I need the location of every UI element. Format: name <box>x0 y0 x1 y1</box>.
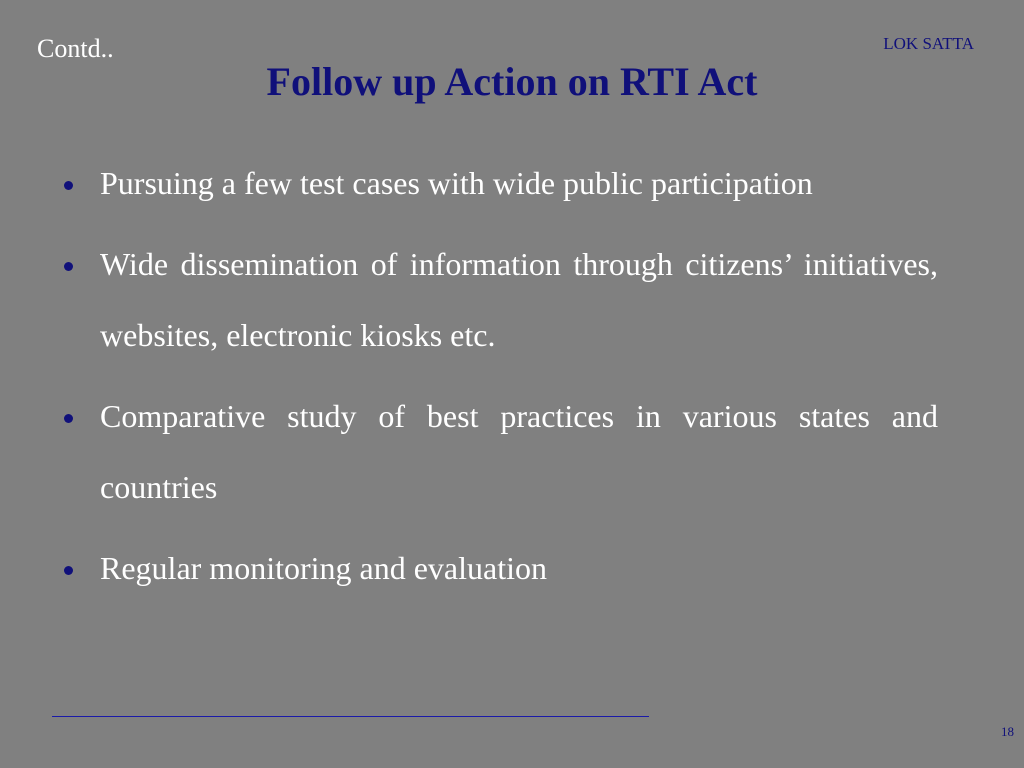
bullet-text: Wide dissemination of information through citizens’ initiatives, websites, electronic kiosks etc. <box>100 246 938 353</box>
bullet-item <box>58 381 938 523</box>
bullet-dot-icon <box>64 181 73 190</box>
page-number: 18 <box>1001 724 1014 739</box>
footer-rule <box>52 716 649 717</box>
bullet-item <box>58 148 938 219</box>
slide-title: Follow up Action on RTI Act <box>266 59 758 104</box>
bullet-item <box>58 229 938 371</box>
bullet-text: Comparative study of best practices in various states and countries <box>100 398 938 505</box>
bullet-text: Pursuing a few test cases with wide public participation <box>100 165 813 201</box>
bullet-item <box>58 533 938 604</box>
bullet-dot-icon <box>64 262 73 271</box>
brand-label: LOK SATTA <box>883 34 974 53</box>
bullet-text: Regular monitoring and evaluation <box>100 550 547 586</box>
contd-label: Contd.. <box>37 34 114 63</box>
bullet-list <box>58 148 938 614</box>
bullet-dot-icon <box>64 414 73 423</box>
bullet-dot-icon <box>64 566 73 575</box>
